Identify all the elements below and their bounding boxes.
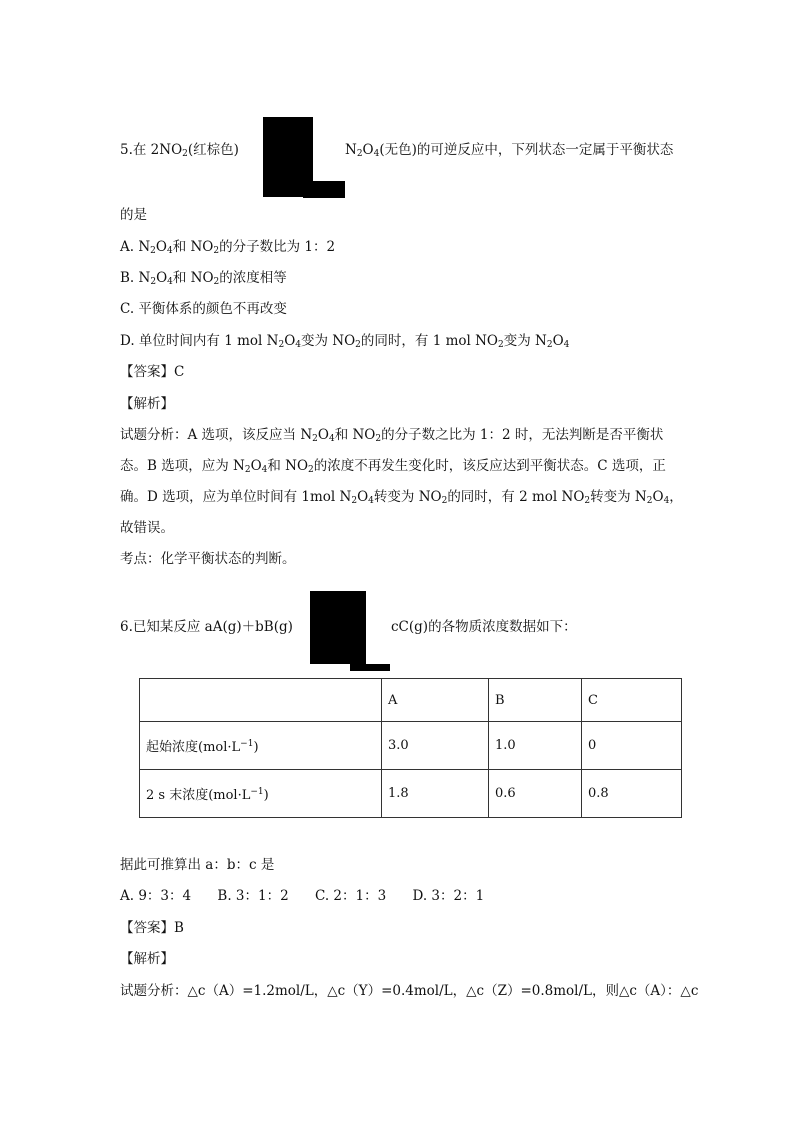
q5-kaodian: 考点：化学平衡状态的判断。 [120,551,296,567]
table-cell: 0.6 [489,770,582,818]
q5-analysis-line-1: 试题分析：A 选项，该反应当 $N_2O_4$和 $NO_2$的分子数之比为 1：2 时，无法判断是否平衡状 [120,427,664,444]
q6-question: 据此可推算出 a：b：c 是 [120,857,275,873]
equilibrium-arrow-image [310,591,366,664]
q5-analysis-label: 【解析】 [120,396,174,412]
table-header-cell: C [582,679,682,722]
q5-option-d: D. 单位时间内有 1 mol $N_2O_4$变为 $NO_2$的同时，有 1 mol $NO_2$变为 $N_2O_4$ [120,333,570,350]
q5-analysis-line-4: 故错误。 [120,520,174,536]
equilibrium-arrow-image-tail [303,181,345,198]
q5-answer: 【答案】C [120,364,185,380]
q6-stem-right: cC(g)的各物质浓度数据如下： [391,619,577,635]
q6-option-b: B. 3：1：2 [217,888,289,904]
q5-stem-continued: 的是 [120,207,147,223]
table-header-cell: B [489,679,582,722]
table-header-cell [140,679,382,722]
q6-options [120,886,484,906]
q5-stem-left: 5.在 $2NO_2$(红棕色) [120,142,239,159]
row-label: 起始浓度$(mol\cdot L^{-1})$ [140,722,382,770]
table-cell: 0 [582,722,682,770]
equilibrium-arrow-image-tail [350,664,390,671]
table-cell: 3.0 [382,722,489,770]
q5-stem-right: $N_2O_4$(无色)的可逆反应中，下列状态一定属于平衡状态 [345,142,674,159]
table-header-row [140,679,682,722]
table-cell: 1.0 [489,722,582,770]
q6-analysis-line: 试题分析：△c（A）=1.2mol/L，△c（Y）=0.4mol/L，△c（Z）=0.8mol/L，则△c（A）：△c [120,983,699,999]
q6-analysis-label: 【解析】 [120,951,174,967]
q6-stem-left: 6.已知某反应 aA(g)＋bB(g) [120,619,293,635]
table-row [140,770,682,818]
q6-option-c: C. 2：1：3 [314,888,387,904]
q6-option-a: A. 9：3：4 [120,888,192,904]
q5-option-c: C. 平衡体系的颜色不再改变 [120,301,287,317]
q6-answer: 【答案】B [120,920,184,936]
table-cell: 1.8 [382,770,489,818]
table-row [140,722,682,770]
table-cell: 0.8 [582,770,682,818]
q5-analysis-line-2: 态。B 选项，应为 $N_2O_4$和 $NO_2$的浓度不再发生变化时，该反应达到平衡状态。C 选项，正 [120,458,666,475]
concentration-table [139,678,682,818]
row-label: 2 s 末浓度$(mol\cdot L^{-1})$ [140,770,382,818]
q5-option-a: A. $N_2O_4$和 $NO_2$的分子数比为 1：2 [120,239,336,256]
table-header-cell: A [382,679,489,722]
q5-analysis-line-3: 确。D 选项，应为单位时间有 1mol $N_2O_4$转变为 $NO_2$的同时，有 2 mol $NO_2$转变为 $N_2O_4$， [120,489,683,506]
q5-option-b: B. $N_2O_4$和 $NO_2$的浓度相等 [120,270,287,287]
q6-option-d: D. 3：2：1 [412,888,485,904]
